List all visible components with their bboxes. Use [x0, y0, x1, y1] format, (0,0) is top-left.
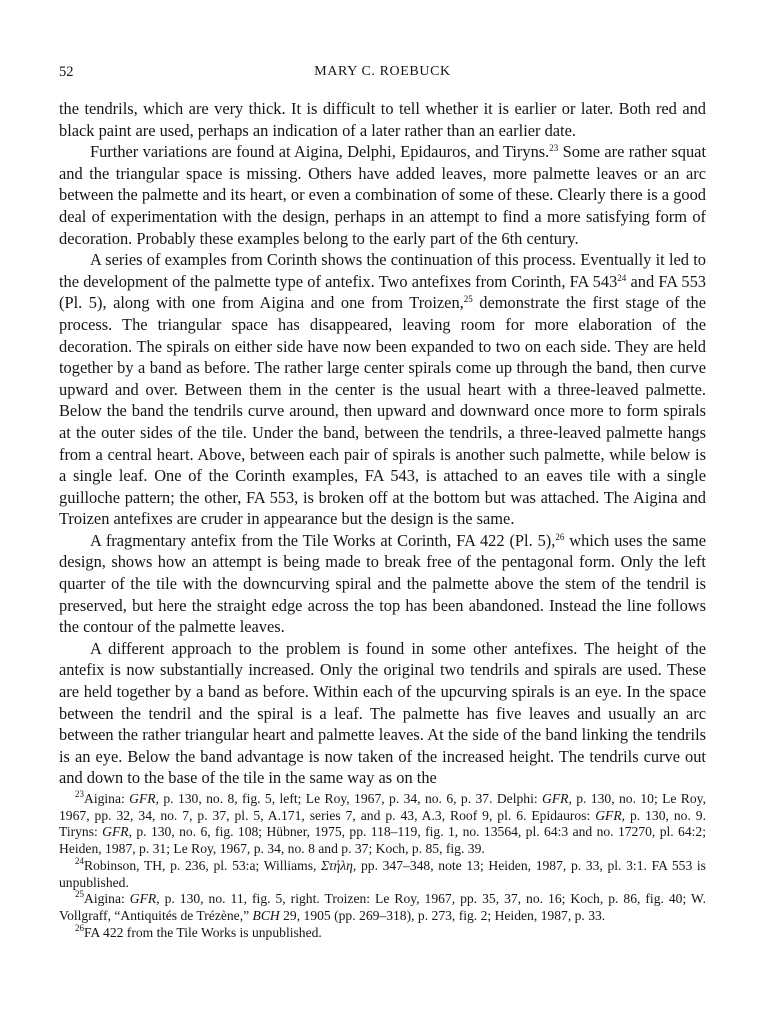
footnote-ref[interactable]: 26: [555, 531, 565, 542]
footnote-ref[interactable]: 24: [617, 272, 627, 283]
footnote-25: $^{25}$Aigina: GFR, p. 130, no. 11, fig. 5, right. Troizen: Le Roy, 1967, pp. 35, 37, no. 16; Koch, p. 86, fig. 40; W. Vollgraff, “Antiquités de Trézène,” BCH 29, 1905 (pp. 269–318), p. 273, fig. 2; Heiden, 1987, p. 33.: [59, 889, 706, 923]
footnote-number: 24: [75, 855, 84, 866]
footnote-24: $^{24}$Robinson, TH, p. 236, pl. 53:a; Williams, Στήλη, pp. 347–348, note 13; Heiden, 1987, p. 33, pl. 3:1. FA 553 is unpublished.: [59, 855, 706, 890]
running-head: MARY C. ROEBUCK: [314, 64, 451, 79]
paragraph: Further variations are found at Aigina, Delphi, Epidauros, and Tiryns.$^{23}$ Some are rather squat and the triangular space is missing. Others have added leaves, more palmette leaves or an arc between the palmette and its heart, or even a combination of some of these. Clearly there is a good deal of experimentation with the design, perhaps in an attempt to find a more satisfying form of decoration. Probably these examples belong to the early part of the 6th century.: [59, 142, 706, 248]
footnote-26: $^{26}$FA 422 from the Tile Works is unpublished.: [75, 922, 322, 940]
paragraph: the tendrils, which are very thick. It is difficult to tell whether it is earlier or later. Both red and black paint are used, perhaps an indication of a later rather than an earlier date.: [59, 99, 706, 140]
paragraph: A fragmentary antefix from the Tile Works at Corinth, FA 422 (Pl. 5),$^{26}$ which uses the same design, shows how an attempt is being made to break free of the pentagonal form. Only the left quarter of the tile with the downcurving spiral and the palmette above the stem of the tendril is preserved, but here the straight edge across the top has been abandoned. Instead the line follows the contour of the palmette leaves.: [59, 530, 706, 637]
body-text: [59, 98, 706, 789]
paragraph: A series of examples from Corinth shows the continuation of this process. Eventually it led to the development of the palmette type of antefix. Two antefixes from Corinth, FA $543^{24}$ and FA 553 (Pl. 5), along with one from Aigina and one from Troizen,$^{25}$ demonstrate the first stage of the process. The triangular space has disappeared, leaving room for more elaboration of the decoration. The spirals on either side have now been expanded to two on each side. They are held together by a band as before. The rather large center spirals come up through the band, then curve upward and over. Between them in the center is the usual heart with a three-leaved palmette. Below the band the tendrils curve around, then upward and downward once more to form spirals at the outer sides of the tile. Under the band, between the tendrils, a three-leaved palmette hangs from a central heart. Above, between each pair of spirals is another such palmette, while below is a single leaf. One of the Corinth examples, FA 543, is attached to an eaves tile with a single guilloche pattern; the other, FA 553, is broken off at the bottom but was attached. The Aigina and Troizen antefixes are cruder in appearance but the design is the same.: [59, 250, 707, 529]
footnotes: [59, 791, 706, 941]
footnote-23: $^{23}$Aigina: GFR, p. 130, no. 8, fig. 5, left; Le Roy, 1967, p. 34, no. 6, p. 37. Delphi: GFR, p. 130, no. 10; Le Roy, 1967, pp. 32, 34, no. 7, p. 37, pl. 5, A.171, series 7, and p. 43, A.3, Roof 9, pl. 6. Epidauros: GFR, p. 130, no. 9. Tiryns: GFR, p. 130, no. 6, fig. 108; Hübner, 1975, pp. 118–119, fig. 1, no. 13564, pl. 64:3 and no. 17270, pl. 64:2; Heiden, 1987, p. 31; Le Roy, 1967, p. 34, no. 8 and p. 37; Koch, p. 85, fig. 39.: [59, 789, 706, 857]
page-header: [59, 64, 706, 84]
footnote-ref[interactable]: 25: [463, 294, 473, 305]
paragraph: A different approach to the problem is found in some other antefixes. The height of the antefix is now substantially increased. Only the original two tendrils and spirals are used. These are held together by a band as before. Within each of the upcurving spirals is an eye. In the space between the tendril and the spiral is a leaf. The palmette has five leaves and usually an arc between the rather triangular heart and palmette leaves. At the side of the band linking the tendrils is an eye. Below the band advantage is now taken of the increased height. The tendrils curve out and down to the base of the tile in the same way as on the: [59, 638, 706, 788]
page-number: 52: [59, 64, 74, 80]
footnote-ref[interactable]: 23: [549, 143, 559, 154]
footnote-number: 25: [75, 889, 84, 900]
footnote-number: 23: [75, 789, 84, 799]
footnote-number: 26: [75, 922, 84, 933]
